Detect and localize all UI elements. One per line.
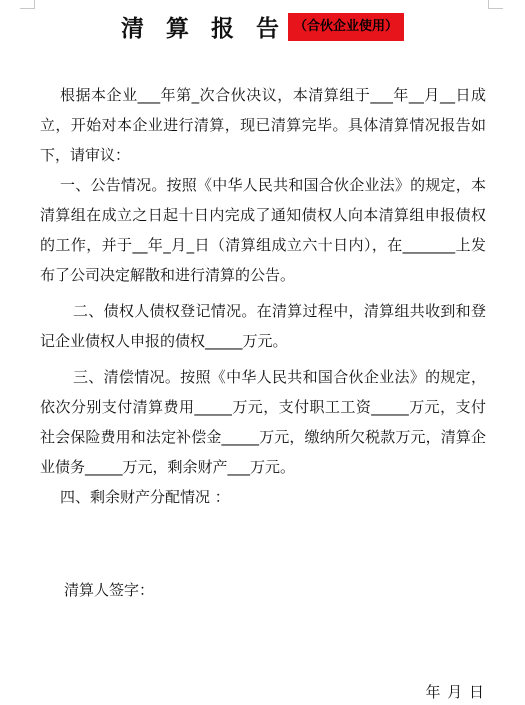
intro-paragraph[interactable]: 根据本企业___年第_次合伙决议，本清算组于___年__月__日成立，开始对本企业进行清算，现已清算完毕。具体清算情况报告如下，请审议：	[40, 86, 486, 164]
usage-badge: （合伙企业使用）	[288, 13, 404, 41]
section-remaining-assets[interactable]: 四、剩余财产分配情况 ：	[60, 488, 230, 506]
section-announcement[interactable]: 一、公告情况。按照《中华人民共和国合伙企业法》的规定，本清算组在成立之日起十日内完成了通知债权人向本清算组申报债权的工作，并于__年_月_日（清算组成立六十日内），在_______上发布了公司决定解散和进行清算的公告。	[40, 176, 486, 284]
signature-label: 清算人签字：	[64, 581, 155, 599]
section-settlement[interactable]: 三、清偿情况。按照《中华人民共和国合伙企业法》的规定，依次分别支付清算费用_____万元，支付职工工资_____万元，支付社会保险费用和法定补偿金_____万元，缴纳所欠税款万元，清算企业债务_____万元，剩余财产___万元。	[40, 368, 486, 476]
document-body	[40, 80, 486, 512]
document-title: 清 算 报 告	[120, 15, 286, 42]
title-row	[0, 10, 525, 43]
page-corner-mark-left	[20, 0, 35, 9]
date-line: 年 月 日	[425, 683, 485, 701]
page-corner-mark-right	[488, 0, 503, 9]
section-creditor-registration[interactable]: 二、债权人债权登记情况。在清算过程中，清算组共收到和登记企业债权人申报的债权_____万元。	[40, 302, 486, 350]
